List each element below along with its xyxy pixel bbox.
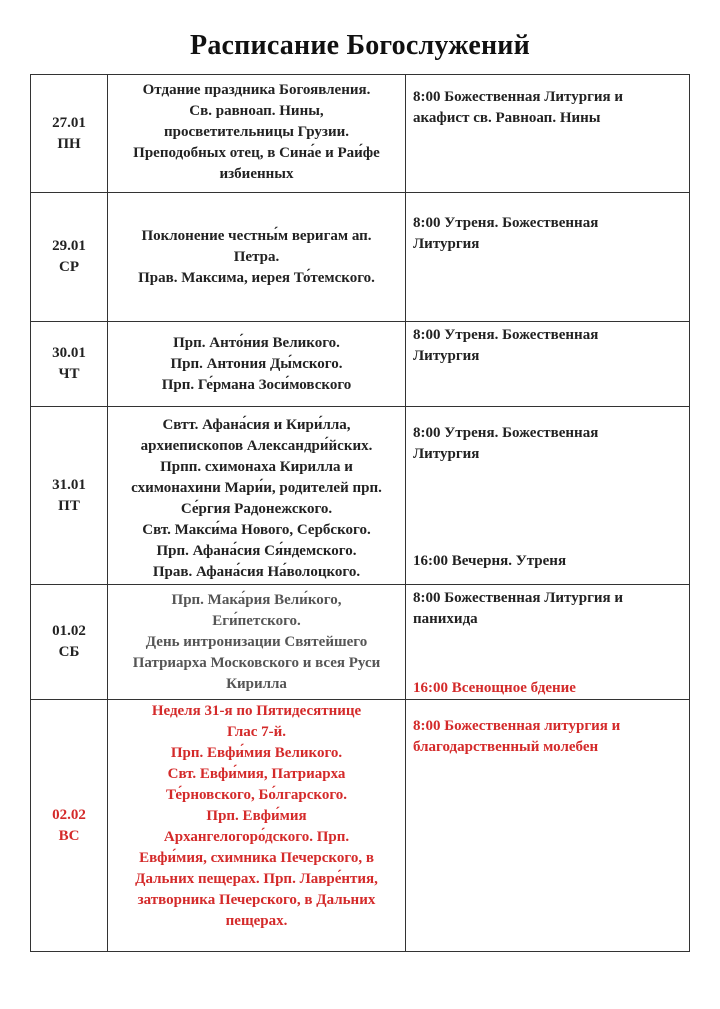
date: 31.01	[52, 476, 86, 493]
commemoration-line: Прп. Евфи́мия	[206, 808, 307, 824]
commemoration-line: Отдание праздника Богоявления.	[142, 82, 371, 98]
commemoration-cell	[108, 585, 406, 700]
commemoration-line: Глас 7-й.	[226, 724, 287, 740]
date: 29.01	[52, 238, 86, 254]
commemoration-line: Петра.	[233, 248, 280, 265]
table-row	[31, 193, 690, 322]
commemoration-line: Се́ргия Радонежского.	[180, 501, 333, 517]
date-cell	[31, 193, 108, 322]
weekday: ЧТ	[58, 366, 80, 382]
commemoration-line: затворника Печерского, в Дальних	[137, 892, 376, 908]
date-cell	[31, 407, 108, 585]
service-line: благодарственный молебен	[413, 739, 599, 755]
commemoration-line: Патриарха Московского и всея Руси	[132, 654, 381, 671]
commemoration-line: Прп. Мака́рия Вели́кого,	[171, 591, 342, 608]
commemoration-cell	[108, 322, 406, 407]
weekday: СБ	[58, 644, 80, 660]
commemoration-cell	[108, 75, 406, 193]
commemoration-line: Прп. Анто́ния Великого.	[173, 334, 340, 351]
table-row	[31, 585, 690, 700]
commemoration-cell	[108, 700, 406, 952]
commemoration-line: День интронизации Святейшего	[145, 633, 368, 650]
service-line: Литургия	[413, 348, 480, 364]
commemoration-line: схимонахини Мари́и, родителей прп.	[131, 480, 382, 496]
table-row	[31, 322, 690, 407]
date-cell	[31, 322, 108, 407]
commemoration-line: Прп. Антония Ды́мского.	[170, 355, 343, 372]
date-cell	[31, 700, 108, 952]
commemoration-line: Свт. Евфи́мия, Патриарха	[167, 766, 346, 782]
services-cell	[406, 322, 690, 407]
commemoration-line: Преподобных отец, в Сина́е и Раи́фе	[133, 145, 380, 161]
commemoration-cell	[108, 407, 406, 585]
commemoration-line: Кирилла	[226, 675, 287, 692]
date: 01.02	[52, 623, 86, 639]
commemoration-line: Прпп. схимонаха Кирилла и	[160, 459, 353, 475]
service-line: 8:00 Утреня. Божественная	[413, 215, 599, 231]
commemoration-line: Те́рновского, Бо́лгарского.	[165, 787, 348, 803]
schedule-table	[30, 74, 690, 952]
commemoration-line: Еги́петского.	[212, 612, 301, 629]
service-line: панихида	[413, 611, 478, 627]
commemoration-line: Св. равноап. Нины,	[189, 103, 324, 119]
page-title: Расписание Богослужений	[190, 30, 530, 61]
services-cell	[406, 585, 690, 700]
commemoration-line: Свтт. Афана́сия и Кири́лла,	[162, 417, 351, 433]
service-line: 8:00 Утреня. Божественная	[413, 327, 599, 343]
services-cell	[406, 75, 690, 193]
date-cell	[31, 585, 108, 700]
service-line: 8:00 Божественная литургия и	[413, 718, 621, 734]
service-line: 8:00 Божественная Литургия и	[413, 590, 624, 606]
commemoration-line: Свт. Макси́ма Нового, Сербского.	[142, 522, 371, 538]
commemoration-line: Прп. Евфи́мия Великого.	[170, 745, 343, 761]
services-cell	[406, 700, 690, 952]
service-line: Литургия	[413, 236, 480, 252]
service-line: 8:00 Божественная Литургия и	[413, 89, 624, 105]
weekday: СР	[59, 259, 79, 275]
commemoration-line: Неделя 31-я по Пятидесятнице	[151, 703, 362, 719]
date-cell	[31, 75, 108, 193]
commemoration-line: Архангелогоро́дского. Прп.	[163, 829, 350, 845]
date: 27.01	[52, 114, 86, 131]
service-line: акафист св. Равноап. Нины	[413, 110, 601, 126]
weekday: ПТ	[58, 497, 80, 514]
table-row	[31, 75, 690, 193]
commemoration-line: Прп. Афана́сия Ся́ндемского.	[156, 543, 357, 559]
commemoration-line: Дальних пещерах. Прп. Лавре́нтия,	[135, 871, 378, 887]
service-line: 8:00 Утреня. Божественная	[413, 425, 599, 441]
services-cell	[406, 193, 690, 322]
commemoration-line: Поклонение честны́м веригам ап.	[141, 227, 372, 244]
evening-service: 16:00 Вечерня. Утреня	[413, 553, 567, 569]
commemoration-line: Прав. Афана́сия На́волоцкого.	[152, 564, 361, 580]
date: 02.02	[52, 806, 86, 823]
commemoration-line: архиепископов Александри́йских.	[140, 438, 373, 454]
commemoration-line: просветительницы Грузии.	[164, 124, 349, 140]
commemoration-line: Прав. Максима, иерея То́темского.	[138, 269, 375, 286]
weekday: ВС	[58, 827, 80, 844]
services-cell	[406, 407, 690, 585]
service-line: Литургия	[413, 446, 480, 462]
date: 30.01	[52, 345, 86, 361]
table-row	[31, 700, 690, 952]
vigil-service: 16:00 Всенощное бдение	[413, 680, 576, 696]
commemoration-cell	[108, 193, 406, 322]
commemoration-line: Прп. Ге́рмана Зоси́мовского	[161, 376, 352, 393]
commemoration-line: Евфи́мия, схимника Печерского, в	[139, 850, 374, 866]
commemoration-line: избиенных	[219, 166, 294, 182]
commemoration-line: пещерах.	[225, 913, 288, 929]
table-row	[31, 407, 690, 585]
weekday: ПН	[57, 135, 81, 152]
